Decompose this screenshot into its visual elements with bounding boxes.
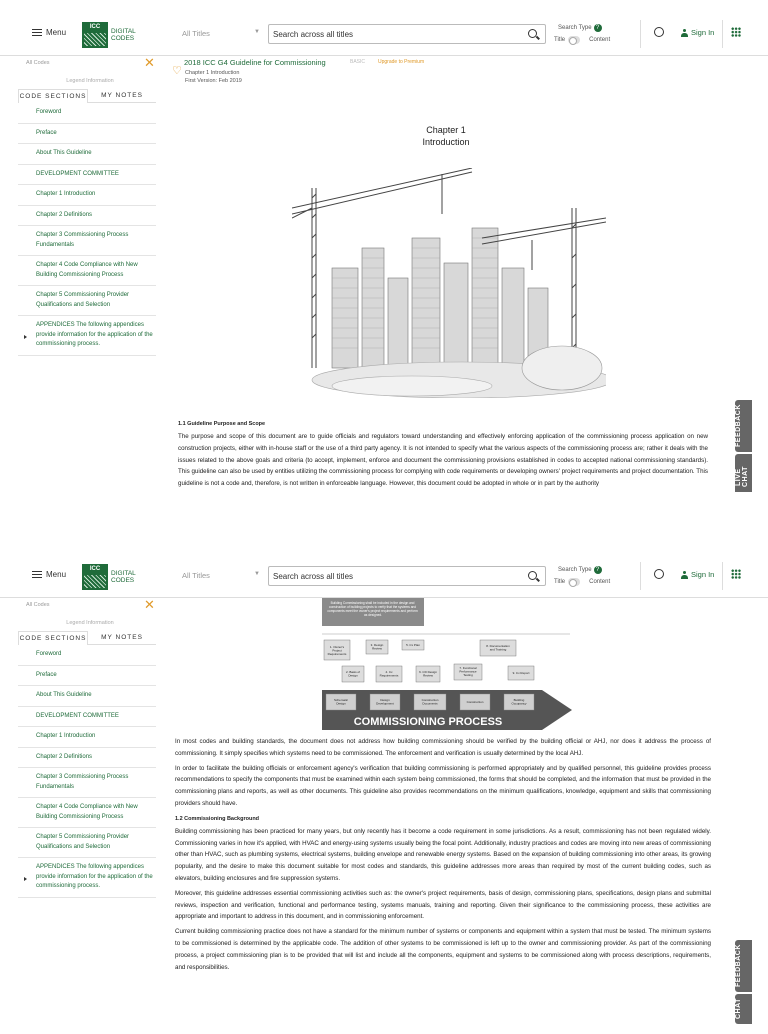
- tab-my-notes[interactable]: MY NOTES: [88, 89, 156, 103]
- sidebar-item[interactable]: Chapter 4 Code Compliance with New Building Commissioning Process: [18, 798, 156, 828]
- chapter-crumb: Chapter 1 Introduction: [185, 70, 240, 76]
- chevron-down-icon: ▼: [254, 29, 260, 35]
- sidebar-item[interactable]: DEVELOPMENT COMMITTEE: [18, 707, 156, 728]
- search-type-label: [558, 566, 602, 574]
- heart-icon[interactable]: ♡: [172, 65, 182, 77]
- logo-text: [111, 28, 136, 42]
- main-content: [160, 598, 768, 1034]
- sidebar-item[interactable]: Chapter 1 Introduction: [18, 727, 156, 748]
- sign-in-button[interactable]: [681, 570, 714, 579]
- sidebar-item[interactable]: Foreword: [18, 103, 156, 124]
- close-icon[interactable]: ✕: [144, 597, 155, 612]
- book-title[interactable]: 2018 ICC G4 Guideline for Commissioning: [184, 58, 326, 67]
- feedback-tab[interactable]: FEEDBACK: [735, 940, 752, 992]
- all-codes-link[interactable]: All Codes: [26, 602, 50, 608]
- screenshot-top: [0, 12, 768, 492]
- search-type-content: Content: [589, 37, 611, 43]
- all-codes-link[interactable]: All Codes: [26, 60, 50, 66]
- logo-text: [111, 570, 136, 584]
- paragraph: Moreover, this guideline addresses essential commissioning activities such as: the owner's project requirements, basis of design, commissioning plans, specifications, design plans and submittal reviews, inspection and verification, functional and performance testing, systems manuals, training and reporting. Given their significance to the commissioning process, these activities are appropriate and important to address in this document, and in commissioning enforcement.: [175, 889, 711, 921]
- toggle-switch[interactable]: [568, 578, 580, 586]
- menu-button[interactable]: [32, 28, 66, 37]
- section-heading: 1.1 Guideline Purpose and Scope: [178, 421, 266, 427]
- paragraph: Building commissioning has been practiced for many years, but only recently has it become a code requirement in some jurisdictions. As a result, commissioning has not been regulated widely. Commissioning varies in how it's applied, with HVAC and energy-using systems usually being the focal point. Additionally, industry practices and codes are moving into new areas of commissioning other than HVAC, such as plumbing systems, electrical systems, building envelope and renewable energy systems. Based on the expansion of building commissioning into other areas, its growing popularity, and the desire to make this document suitable for most codes and standards, this guideline addresses more areas than required by most of the current building codes, such as elevators, building enclosures and fire suppression systems.: [175, 827, 711, 882]
- sidebar-nav: [18, 645, 156, 898]
- divider: [640, 562, 641, 590]
- search-type-text: Search Type: [558, 567, 592, 573]
- search-type-title: Title: [554, 37, 566, 43]
- logo-line1: DIGITAL: [111, 28, 136, 35]
- paragraph: Current building commissioning practice does not have a standard for the minimum number of systems or components and equipment within a system that must be tested. The minimum systems to be commissioned is determined by the applicable code. The addition of other systems to be commissioned is left up to the owner and commissioning provider. As part of the commissioning process, a project commissioning plan is to be provided that will list and include all the components, equipment and systems to be commissioned along with process descriptions, requirements, and responsibilities.: [175, 928, 711, 971]
- logo-badge: ICC: [82, 22, 108, 48]
- search-input[interactable]: [268, 566, 546, 586]
- svg-text:BuildingOccupancy: Building Occupancy: [511, 698, 527, 706]
- chapter-number: Chapter 1: [426, 125, 466, 135]
- sidebar-item[interactable]: Chapter 5 Commissioning Provider Qualifications and Selection: [18, 286, 156, 316]
- logo-line1: DIGITAL: [111, 570, 136, 577]
- plan-badge: BASIC: [350, 59, 366, 65]
- sidebar-item[interactable]: Chapter 2 Definitions: [18, 206, 156, 227]
- sign-in-button[interactable]: [681, 28, 714, 37]
- sidebar-item[interactable]: About This Guideline: [18, 144, 156, 165]
- tab-code-sections[interactable]: CODE SECTIONS: [18, 631, 88, 645]
- logo-line2: CODES: [111, 577, 135, 584]
- svg-text:6. CD DesignReview: 6. CD Design Review: [419, 670, 437, 678]
- search-placeholder: Search across all titles: [273, 572, 354, 581]
- svg-text:SchematicDesign: Schematic Design: [333, 698, 349, 706]
- search-icon[interactable]: [528, 29, 537, 38]
- titles-select[interactable]: All Titles: [182, 571, 210, 580]
- feedback-tab[interactable]: FEEDBACK: [735, 400, 752, 452]
- sidebar-tabs: [18, 89, 156, 103]
- menu-button[interactable]: [32, 570, 66, 579]
- search-type-text: Search Type: [558, 25, 592, 31]
- svg-text:ConstructionDocuments: Construction Documents: [421, 698, 439, 706]
- sidebar-item-appendices[interactable]: APPENDICES The following appendices provide information for the application of the commissioning process.: [18, 316, 156, 356]
- logo[interactable]: [82, 564, 136, 590]
- sidebar-item[interactable]: Preface: [18, 666, 156, 687]
- search-type-content: Content: [589, 579, 611, 585]
- user-icon: [681, 571, 688, 579]
- paragraph: The purpose and scope of this document are to guide officials and regulators toward understanding and effectively enforcing application of the commissioning process application on new construction projects, either with in-house staff or the use of a third party agency. It is not intended to specify what the various aspects of the commissioning process are; rather it deals with the issues related to the above goals and criteria (to accept, implement, enforce and document the commissioning provisions established in codes to accepted national commissioning standards). This guideline can also be used by entities utilizing the commissioning process for complying with code requirements or developing owners' project requirements and project documentation. This guideline is not a code and, therefore, is not written in enforceable language. However, this document could be adopted in whole or in part by the authority: [178, 433, 708, 488]
- search-type-toggle[interactable]: [554, 578, 610, 586]
- paragraph: In order to facilitate the building officials or enforcement agency's verification that building commissioning is performed appropriately and by qualified personnel, this guideline provides process recommendations to specify the components that must be examined within each system being commissioned, the forms that should be completed, and the information that must be provided in the commissioning plans and reports, as well as other documents. This guideline also provides recommendations on the minimum qualifications, knowledge, equipment and skills that commissioning providers should have.: [175, 764, 711, 807]
- toggle-switch[interactable]: [568, 36, 580, 44]
- search-type-label: [558, 24, 602, 32]
- svg-text:8. Documentationand Training: 8. Documentation and Training: [486, 644, 510, 652]
- search-type-toggle[interactable]: [554, 36, 610, 44]
- svg-text:5. Cx Plan: 5. Cx Plan: [406, 643, 420, 647]
- svg-text:Building Commissioning shall b: Building Commissioning shall be included in the design and construction of building projects to verify that the systems and components meet the owner's project requirements and perform as designed.: [327, 601, 418, 617]
- sidebar-nav: [18, 103, 156, 356]
- sign-in-label: Sign In: [691, 570, 715, 579]
- logo[interactable]: [82, 22, 136, 48]
- close-icon[interactable]: ✕: [144, 55, 155, 70]
- sidebar-item-appendices[interactable]: APPENDICES The following appendices provide information for the application of the commissioning process.: [18, 858, 156, 898]
- svg-text:4. CxRequirements: 4. Cx Requirements: [379, 670, 399, 678]
- user-icon: [681, 29, 688, 37]
- search-type-title: Title: [554, 579, 566, 585]
- chapter-heading: [378, 124, 514, 148]
- version-text: First Version: Feb 2019: [185, 78, 242, 84]
- tab-code-sections[interactable]: CODE SECTIONS: [18, 89, 88, 103]
- search-icon[interactable]: [528, 571, 537, 580]
- section-1-1: [178, 421, 708, 492]
- sidebar: [0, 598, 160, 1034]
- sidebar-item[interactable]: Chapter 2 Definitions: [18, 748, 156, 769]
- help-icon[interactable]: ?: [594, 566, 602, 574]
- sign-in-label: Sign In: [691, 28, 715, 37]
- logo-line2: CODES: [111, 35, 135, 42]
- sidebar-item[interactable]: Chapter 3 Commissioning Process Fundamentals: [18, 768, 156, 798]
- svg-text:9. Cx Report: 9. Cx Report: [512, 671, 530, 675]
- legend-link[interactable]: Legend Information: [66, 78, 114, 84]
- svg-text:Construction: Construction: [466, 700, 484, 704]
- section-heading: 1.2 Commissioning Background: [175, 815, 260, 822]
- sidebar: [0, 56, 160, 492]
- menu-label: Menu: [46, 570, 67, 579]
- sidebar-item[interactable]: Foreword: [18, 645, 156, 666]
- apps-grid-icon[interactable]: [731, 27, 741, 37]
- sidebar-tabs: [18, 631, 156, 645]
- sidebar-item[interactable]: Chapter 3 Commissioning Process Fundamentals: [18, 226, 156, 256]
- menu-icon: [32, 29, 42, 36]
- svg-text:1. Owner'sProjectRequirements: 1. Owner's Project Requirements: [327, 645, 347, 656]
- legend-link[interactable]: Legend Information: [66, 620, 114, 626]
- paragraph: In most codes and building standards, the document does not address how building commissioning should be verified by the building official or AHJ, nor does it address the process of commissioning. It simply specifies which systems need to be commissioned. The enforcement and verification is usually determined by the local AHJ.: [175, 738, 711, 757]
- svg-text:DesignDevelopment: Design Development: [376, 698, 394, 706]
- apps-grid-icon[interactable]: [731, 569, 741, 579]
- divider: [640, 20, 641, 48]
- header: [0, 12, 768, 56]
- svg-text:COMMISSIONING PROCESS: COMMISSIONING PROCESS: [353, 716, 503, 728]
- sidebar-item[interactable]: About This Guideline: [18, 686, 156, 707]
- chapter-title: Introduction: [422, 137, 470, 147]
- svg-text:3. DesignReview: 3. Design Review: [370, 643, 384, 651]
- tab-my-notes[interactable]: MY NOTES: [88, 631, 156, 645]
- menu-label: Menu: [46, 28, 67, 37]
- globe-icon[interactable]: [654, 569, 664, 579]
- commissioning-process-diagram: [320, 598, 575, 730]
- divider: [722, 562, 723, 590]
- sidebar-item[interactable]: Chapter 5 Commissioning Provider Qualifications and Selection: [18, 828, 156, 858]
- header: [0, 554, 768, 598]
- chevron-down-icon: ▼: [254, 571, 260, 577]
- search-input[interactable]: [268, 24, 546, 44]
- section-1-2: [175, 736, 711, 976]
- chat-tab[interactable]: CHAT: [735, 994, 752, 1024]
- titles-select[interactable]: All Titles: [182, 29, 210, 38]
- screenshot-bottom: [0, 554, 768, 1034]
- divider: [722, 20, 723, 48]
- upgrade-link[interactable]: Upgrade to Premium: [378, 59, 425, 65]
- sidebar-item[interactable]: DEVELOPMENT COMMITTEE: [18, 165, 156, 186]
- sidebar-item[interactable]: Chapter 1 Introduction: [18, 185, 156, 206]
- svg-text:7. FunctionalPerformanceTestin: 7. Functional Performance Testing: [459, 666, 477, 677]
- main-content: [160, 56, 768, 492]
- sidebar-item[interactable]: Chapter 4 Code Compliance with New Building Commissioning Process: [18, 256, 156, 286]
- live-chat-tab[interactable]: LIVE CHAT: [735, 454, 752, 492]
- sidebar-item[interactable]: Preface: [18, 124, 156, 145]
- svg-text:2. Basis ofDesign: 2. Basis of Design: [345, 670, 361, 678]
- construction-illustration: [292, 168, 606, 398]
- globe-icon[interactable]: [654, 27, 664, 37]
- search-placeholder: Search across all titles: [273, 30, 354, 39]
- menu-icon: [32, 571, 42, 578]
- help-icon[interactable]: ?: [594, 24, 602, 32]
- logo-badge: ICC: [82, 564, 108, 590]
